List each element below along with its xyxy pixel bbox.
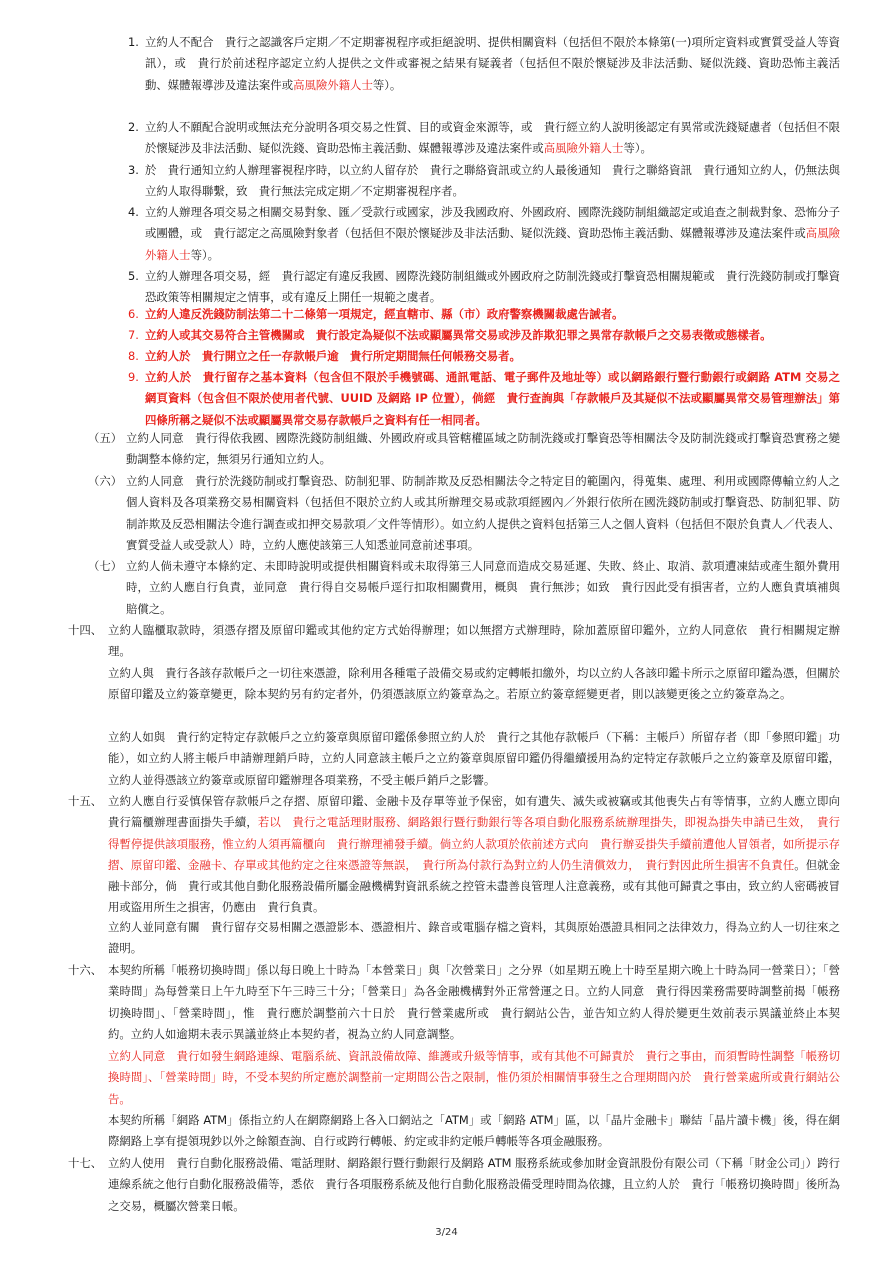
highlighted-text: 立約人於 貴行留存之基本資料（包含但不限於手機號碼、通訊電話、電子郵件及地址等）或以網路銀行暨行動銀行或網路 ATM 交易之網頁資料（包含但不限於使用者代號、UUID 及網路 IP 位置），倘經 貴行查詢與「存款帳戶及其疑似不法或顯屬異常交易管理辦法」第四條所稱之疑似不法或顯屬異常交易存款帳戶之資料有任一相同者。 [145,370,840,427]
item-text [145,367,840,431]
text-segment: 等）。 [372,77,402,92]
clause-number: （六） [88,474,123,488]
page-number: 3/24 [435,1227,458,1238]
item-number: 7. [128,328,139,342]
text-segment: 立約人不願配合說明或無法充分說明各項交易之性質、目的或資金來源等，或 貴行經立約人說明後認定有異常或洗錢疑慮者（包括但不限於懷疑涉及非法活動、疑似洗錢、資助恐怖主義活動、媒體報導涉及違法案件或 [145,120,840,156]
article-paragraph [108,620,840,663]
highlighted-text: 若以 貴行之電話理財服務、網路銀行暨行動銀行等各項自動化服務系統辦理掛失，即視為掛失申請已生效， 貴行得暫停提供該項服務，惟立約人須再篇櫃向 貴行辦理補發手續。倘立約人款項於依前述方式向 貴行辦妥掛失手續前遭他人冒領者，如所提示存摺、原留印鑑、金融卡、存單或其他約定之往來憑證等無誤， 貴行所為付款行為對立約人仍生清償效力， 貴行對因此所生損害不負責任 [108,815,840,872]
text-segment: 等）。 [623,141,652,156]
item-text [145,32,840,96]
highlighted-text: 立約人同意 貴行如發生網路連線、電腦系統、資訊設備故障、維護或升級等情事，或有其他不可歸責於 貴行之事由，而須暫時性調整「帳務切換時間」、「營業時間」時，不受本契約所定應於調整前一定期間公告之限制，惟仍須於相關情事發生之合理期間內於 貴行營業處所或貴行網站公告。 [108,1049,840,1106]
item-text [145,160,840,203]
article-number: 十五、 [68,794,103,808]
highlighted-text: 立約人違反洗錢防制法第二十二條第一項規定，經直轄市、縣（市）政府警察機關裁處告誡者。 [145,307,624,321]
clause-text [126,428,840,471]
text-segment: 。但就金融卡部分，倘 貴行或其他自動化服務設備所屬金融機構對資訊系統之控管未盡善良管理人注意義務，或有其他可歸責之事由，致立約人密碼被冒用或盜用所生之損害，仍應由 貴行負責。 [108,857,840,915]
clause-text [126,556,840,620]
text-segment: 立約人與 貴行各該存款帳戶之一切往來憑證，除利用各種電子設備交易或約定轉帳扣繳外，均以立約人各該印鑑卡所示之原留印鑑為憑，但關於原留印鑑及立約簽章變更，除本契約另有約定者外，仍須憑該原立約簽章為之。若原立約簽章經變更者，則以該變更後之立約簽章為之。 [108,666,840,702]
item-number: 1. [128,35,139,49]
article-paragraph [108,791,852,919]
highlighted-text: 立約人或其交易符合主管機關或 貴行設定為疑似不法或顯屬異常交易或涉及詐欺犯罪之異常存款帳戶之交易表徵或態樣者。 [145,328,772,342]
article-number: 十六、 [68,963,103,977]
item-text [145,202,840,266]
item-text [145,266,840,309]
item-number: 8. [128,349,139,363]
article-paragraph [108,917,840,960]
text-segment: 立約人同意 貴行得依我國、國際洗錢防制組織、外國政府或具管轄權區域之防制洗錢或打擊資恐等相關法令及防制洗錢或打擊資恐實務之變動調整本條約定，無須另行通知立約人。 [126,431,840,467]
text-segment: 立約人倘未遵守本條約定、未即時說明或提供相關資料或未取得第三人同意而造成交易延遲、失敗、終止、取消、款項遭凍結或產生額外費用時，立約人應自行負責，並同意 貴行得自交易帳戶逕行扣取相關費用，概與 貴行無涉；如致 貴行因此受有損害者，立約人應負責填補與賠償之。 [126,559,840,616]
text-segment: 立約人如與 貴行約定特定存款帳戶之立約簽章與原留印鑑係參照立約人於 貴行之其他存款帳戶（下稱：主帳戶）所留存者（即「參照印鑑」功能），如立約人將主帳戶申請辦理銷戶時，立約人同意該主帳戶之立約簽章與原留印鑑仍得繼續援用為約定特定存款帳戶之立約簽章及原留印鑑，立約人並得憑該立約簽章或原留印鑑辦理各項業務，不受主帳戶銷戶之影響。 [108,730,840,787]
clause-number: （五） [88,431,123,445]
text-segment: 立約人並同意有關 貴行留存交易相關之憑證影本、憑證相片、錄音或電腦存檔之資料，其與原始憑證具相同之法律效力，得為立約人一切往來之證明。 [108,920,840,956]
text-segment: 立約人臨櫃取款時，須憑存摺及原留印鑑或其他約定方式始得辦理；如以無摺方式辦理時，除加蓋原留印鑑外，立約人同意依 貴行相關規定辦理。 [108,623,840,659]
text-segment: 立約人使用 貴行自動化服務設備、電話理財、網路銀行暨行動銀行及網路 ATM 服務系統或參加財金資訊股份有限公司（下稱「財金公司」）跨行連線系統之他行自動化服務設備等，悉依 貴行各項服務系統及他行自動化服務設備受理時間為依據，且立約人於 貴行「帳務切換時間」後所為之交易，概屬次營業日帳。 [108,1156,840,1213]
article-paragraph [108,663,840,706]
text-segment: 本契約所稱「網路 ATM」係指立約人在網際網路上各入口網站之「ATM」或「網路 ATM」區，以「晶片金融卡」聯結「晶片讀卡機」後，得在網際網路上享有提領現鈔以外之餘額查詢、自行或跨行轉帳、約定或非約定帳戶轉帳等各項金融服務。 [108,1113,840,1149]
text-segment: 立約人應自行妥慎保管存款帳戶之存摺、原留印鑑、金融卡及存單等並予保密，如有遺失、滅失或被竊或其他喪失占有等情事，立約人應立即向 貴行篇櫃辦理書面掛失手續， [108,794,852,830]
article-paragraph [108,1046,840,1110]
item-number: 2. [128,120,139,134]
item-text [145,304,840,325]
text-segment: 立約人不配合 貴行之認識客戶定期／不定期審視程序或拒絕說明、提供相關資料（包括但不限於本條第(一)項所定資料或實質受益人等資訊），或 貴行於前述程序認定立約人提供之文件或審視之結果有疑義者（包括但不限於懷疑涉及非法活動、疑似洗錢、資助恐怖主義活動、媒體報導涉及違法案件或 [145,35,840,92]
item-number: 5. [128,269,139,283]
item-text [145,346,840,367]
article-paragraph [108,1110,840,1153]
article-number: 十四、 [68,623,103,637]
article-paragraph [108,1153,840,1217]
highlighted-text: 高風險外籍人士 [293,77,373,92]
highlighted-text: 高風險外籍人士 [543,141,624,156]
item-text [145,117,840,160]
article-paragraph [108,960,840,1045]
item-text [145,325,840,346]
clause-text [126,471,840,556]
text-segment: 立約人辦理各項交易之相關交易對象、匯／受款行或國家，涉及我國政府、外國政府、國際洗錢防制組織認定或追查之制裁對象、恐怖分子或團體，或 貴行認定之高風險對象者（包括但不限於懷疑涉及非法活動、疑似洗錢、資助恐怖主義活動、媒體報導涉及違法案件或 [145,205,840,241]
text-segment: 於 貴行通知立約人辦理審視程序時，以立約人留存於 貴行之聯絡資訊或立約人最後通知 貴行之聯絡資訊 貴行通知立約人，仍無法與立約人取得聯繫，致 貴行無法完成定期／不定期審視程序者。 [145,163,840,199]
item-number: 4. [128,205,139,219]
text-segment: 立約人辦理各項交易，經 貴行認定有違反我國、國際洗錢防制組織或外國政府之防制洗錢或打擊資恐相關規範或 貴行洗錢防制或打擊資恐政策等相關規定之情事，或有違反上開任一規範之虞者。 [145,269,840,305]
item-number: 6. [128,307,139,321]
item-number: 9. [128,370,139,384]
item-number: 3. [128,163,139,177]
text-segment: 立約人同意 貴行於洗錢防制或打擊資恐、防制犯罪、防制詐欺及反恐相關法令之特定目的範圍內，得蒐集、處理、利用或國際傳輸立約人之個人資料及各項業務交易相關資料（包括但不限於立約人或其所辦理交易或款項經國內／外銀行依所在國洗錢防制或打擊資恐、防制犯罪、防制詐欺及反恐相關法令進行調查或扣押交易款項／文件等情形）。如立約人提供之資料包括第三人之個人資料（包括但不限於負責人／代表人、實質受益人或受款人）時，立約人應使該第三人知悉並同意前述事項。 [126,474,840,552]
clause-number: （七） [88,559,123,573]
text-segment: 本契約所稱「帳務切換時間」係以每日晚上十時為「本營業日」與「次營業日」之分界（如星期五晚上十時至星期六晚上十時為同一營業日）；「營業時間」為每營業日上午九時至下午三時三十分；「營業日」為各金融機構對外正常營運之日。立約人同意 貴行得因業務需要時調整前揭「帳務切換時間」、「營業時間」，惟 貴行應於調整前六十日於 貴行營業處所或 貴行網站公告，並告知立約人得於變更生效前表示異議並終止本契約。立約人如逾期未表示異議並終止本契約者，視為立約人同意調整。 [108,963,840,1041]
text-segment: 等）。 [190,247,220,262]
article-paragraph [108,727,840,791]
article-number: 十七、 [68,1156,103,1170]
highlighted-text: 高風險外籍人士 [145,226,840,262]
highlighted-text: 立約人於 貴行開立之任一存款帳戶逾 貴行所定期間無任何帳務交易者。 [145,349,521,363]
